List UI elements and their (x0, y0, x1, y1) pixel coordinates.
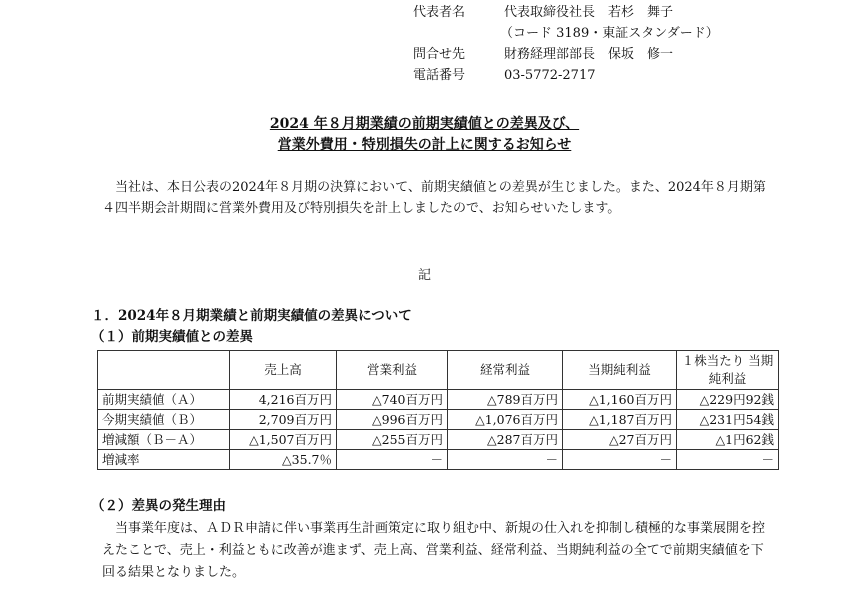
table-cell: △1,160百万円 (563, 390, 677, 410)
ki-marker: 記 (417, 268, 431, 283)
table-cell: △740百万円 (337, 390, 448, 410)
table-cell: △255百万円 (337, 430, 448, 450)
phone-label: 電話番号 (413, 68, 466, 83)
reason-paragraph: 当事業年度は、ＡＤＲ申請に伴い事業再生計画策定に取り組む中、新規の仕入れを抑制し積極的な事業展開を控えたことで、売上・利益ともに改善が進まず、売上高、営業利益、経常利益、当期純利益の全てで前期実績値を下回る結果となりました。 (102, 521, 766, 580)
title-line-1: 2024 年８月期業績の前期実績値との差異及び、 (269, 116, 580, 132)
representative-row (413, 2, 719, 23)
table-cell: △789百万円 (448, 390, 563, 410)
table-row (98, 430, 779, 450)
section-1-subheading: （１）前期実績値との差異 (91, 329, 253, 345)
contact-label: 問合せ先 (413, 47, 466, 62)
table-cell: △27百万円 (563, 430, 677, 450)
table-cell: △996百万円 (337, 410, 448, 430)
table-row (98, 390, 779, 410)
title-line-2: 営業外費用・特別損失の計上に関するお知らせ (277, 137, 572, 153)
table-cell: － (563, 450, 677, 470)
contact-row (413, 44, 719, 65)
results-table (97, 350, 779, 470)
phone-value: 03-5772-2717 (504, 68, 596, 83)
table-header-cell: １株当たり 当期純利益 (677, 351, 779, 390)
row-label: 増減率 (98, 450, 230, 470)
table-header-cell: 営業利益 (337, 351, 448, 390)
contact-value: 財務経理部部長 保坂 修一 (504, 47, 674, 62)
table-cell: △231円54銭 (677, 410, 779, 430)
row-label: 前期実績値（Ａ） (98, 390, 230, 410)
table-header-cell (98, 351, 230, 390)
table-row (98, 450, 779, 470)
intro-paragraph: 当社は、本日公表の2024年８月期の決算において、前期実績値との差異が生じました。また、2024年８月期第４四半期会計期間に営業外費用及び特別損失を計上しましたので、お知らせいたします。 (102, 180, 766, 216)
phone-row (413, 65, 719, 86)
table-cell: △35.7％ (230, 450, 337, 470)
table-cell: △229円92銭 (677, 390, 779, 410)
section-2-heading: （２）差異の発生理由 (91, 498, 226, 514)
table-header-cell: 売上高 (230, 351, 337, 390)
row-label: 増減額（Ｂ－Ａ） (98, 430, 230, 450)
table-cell: △1,187百万円 (563, 410, 677, 430)
table-cell: △1円62銭 (677, 430, 779, 450)
section-1-heading: １．2024年８月期業績と前期実績値の差異について (91, 308, 412, 324)
table-cell: 2,709百万円 (230, 410, 337, 430)
table-header-cell: 当期純利益 (563, 351, 677, 390)
company-contact-block (413, 2, 719, 86)
table-cell: △287百万円 (448, 430, 563, 450)
row-label: 今期実績値（Ｂ） (98, 410, 230, 430)
document-title (0, 114, 849, 156)
representative-value: 代表取締役社長 若杉 舞子 (504, 5, 674, 20)
table-cell: △1,507百万円 (230, 430, 337, 450)
table-header-row (98, 351, 779, 390)
table-row (98, 410, 779, 430)
table-cell: － (337, 450, 448, 470)
table-cell: － (677, 450, 779, 470)
representative-label: 代表者名 (413, 5, 466, 20)
table-cell: △1,076百万円 (448, 410, 563, 430)
stock-code-value: （コード 3189・東証スタンダード） (500, 26, 719, 41)
table-cell: 4,216百万円 (230, 390, 337, 410)
stock-code-row (413, 23, 719, 44)
table-cell: － (448, 450, 563, 470)
table-header-cell: 経常利益 (448, 351, 563, 390)
